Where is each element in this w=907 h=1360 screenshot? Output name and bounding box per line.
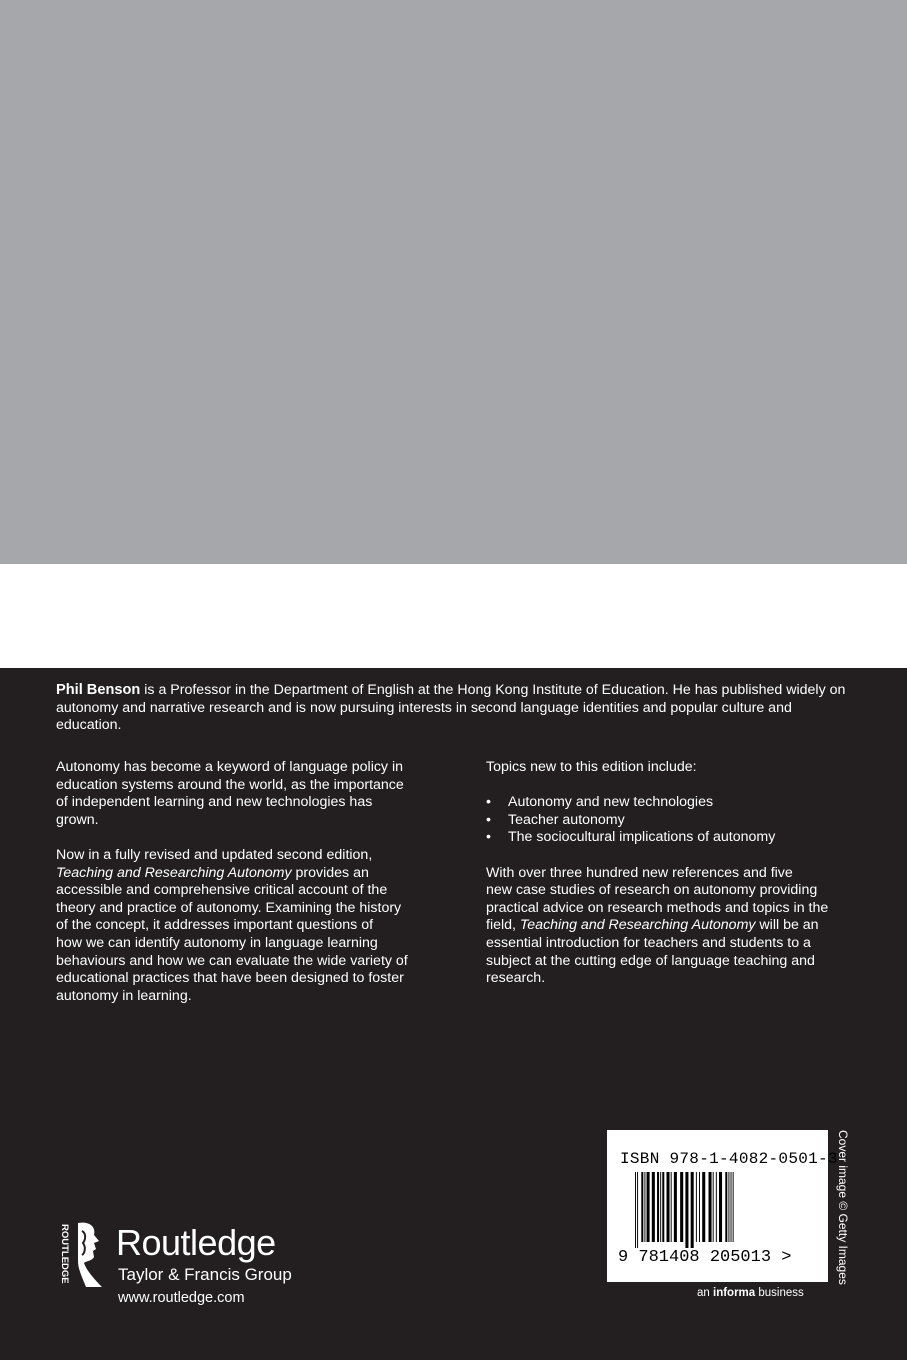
barcode-bar (660, 1172, 661, 1242)
text-line (486, 917, 851, 935)
list-item (486, 829, 851, 847)
topics-list (486, 794, 851, 847)
barcode-bar (671, 1172, 672, 1242)
barcode-bars (635, 1172, 811, 1248)
barcode-bar (696, 1172, 697, 1242)
bullet-icon: • (486, 794, 491, 811)
text-line: essential introduction for teachers and students to a (486, 934, 811, 951)
barcode-bar (733, 1172, 734, 1242)
barcode-bar (685, 1172, 688, 1248)
back-cover-text-panel (0, 668, 907, 1360)
barcode-bar (637, 1172, 638, 1248)
author-bio (56, 682, 856, 735)
spacer-band (0, 564, 907, 668)
text-line: accessible and comprehensive critical account of the (56, 882, 388, 899)
isbn-label: ISBN 978-1-4082-0501-3 (620, 1150, 838, 1168)
author-name: Phil Benson (56, 682, 141, 698)
topic-text: Teacher autonomy (508, 811, 625, 828)
barcode-bar (725, 1172, 727, 1242)
routledge-logo (56, 1221, 316, 1311)
text-fragment: will be an (755, 917, 819, 934)
barcode-bar (680, 1172, 683, 1242)
book-title: Teaching and Researching Autonomy (56, 864, 292, 881)
publisher-group: Taylor & Francis Group (118, 1265, 292, 1284)
text-line: of independent learning and new technologies has (56, 794, 373, 811)
text-line: of the concept, it addresses important questions of (56, 917, 374, 934)
logo-vertical-text: ROUTLEDGE (59, 1224, 70, 1284)
barcode-bar (702, 1172, 705, 1242)
text-line: education systems around the world, as the importance (56, 776, 404, 793)
barcode-bar (647, 1172, 650, 1242)
author-bio-text: is a Professor in the Department of English at the Hong Kong Institute of Education. He has published widely on autonomy and narrative research and is now pursuing interests in second language identities and popular culture and education. (56, 682, 846, 734)
informa-tagline (697, 1286, 804, 1300)
text-line: autonomy in learning. (56, 987, 192, 1004)
barcode-bar (635, 1172, 636, 1248)
text-line: Autonomy has become a keyword of language policy in (56, 759, 404, 775)
barcode-bar (719, 1172, 722, 1242)
text-fragment: provides an (291, 864, 369, 881)
text-line: With over three hundred new references and five (486, 864, 793, 881)
text-line: practical advice on research methods and topics in the (486, 899, 829, 916)
text-fragment: field, (486, 917, 520, 934)
barcode-bar (731, 1172, 732, 1242)
barcode-box (607, 1130, 838, 1282)
topic-text: Autonomy and new technologies (508, 794, 714, 811)
list-item (486, 794, 851, 812)
text-line: theory and practice of autonomy. Examining the history (56, 899, 402, 916)
barcode-bar (641, 1172, 643, 1242)
cover-image-credit: Cover image © Getty Images (836, 1130, 850, 1285)
barcode-bar (657, 1172, 659, 1242)
intro-paragraph (56, 759, 424, 829)
topic-text: The sociocultural implications of autonomy (508, 829, 776, 846)
barcode-bar (662, 1172, 664, 1242)
barcode-bar (652, 1172, 655, 1242)
informa-brand: informa (713, 1287, 756, 1299)
barcode-bar (716, 1172, 717, 1242)
publisher-url[interactable]: www.routledge.com (118, 1290, 245, 1306)
description-paragraph (56, 847, 424, 1005)
right-column (486, 759, 851, 1005)
summary-paragraph (486, 865, 851, 988)
tagline-prefix: an (697, 1287, 713, 1299)
text-line: grown. (56, 811, 99, 828)
text-line: how we can identify autonomy in language learning (56, 934, 378, 951)
publisher-name: Routledge (116, 1222, 276, 1263)
barcode-bar (709, 1172, 712, 1242)
bullet-icon: • (486, 829, 491, 846)
barcode-bar (667, 1172, 670, 1242)
barcode-bar (728, 1172, 729, 1242)
tagline-suffix: business (755, 1287, 804, 1299)
barcode-bar (699, 1172, 700, 1242)
text-line: educational practices that have been designed to foster (56, 970, 404, 987)
barcode-bar (674, 1172, 677, 1242)
routledge-head-icon (56, 1221, 104, 1289)
text-line: research. (486, 970, 546, 987)
text-line (56, 865, 424, 883)
text-line: subject at the cutting edge of language teaching and (486, 952, 815, 969)
edge-crop-mark (899, 1296, 907, 1336)
bullet-icon: • (486, 811, 491, 828)
cover-image-placeholder (0, 0, 907, 564)
text-line: Now in a fully revised and updated second edition, (56, 846, 373, 863)
text-line: new case studies of research on autonomy providing (486, 882, 818, 899)
barcode-digits: 9 781408 205013 > (618, 1248, 792, 1267)
barcode-bar (644, 1172, 645, 1242)
left-column (56, 759, 424, 1023)
barcode-bar (713, 1172, 714, 1242)
list-item (486, 812, 851, 830)
barcode-bar (691, 1172, 694, 1248)
topics-intro: Topics new to this edition include: (486, 759, 697, 775)
book-title: Teaching and Researching Autonomy (519, 917, 756, 934)
text-line: behaviours and how we can evaluate the wide variety of (56, 952, 408, 969)
